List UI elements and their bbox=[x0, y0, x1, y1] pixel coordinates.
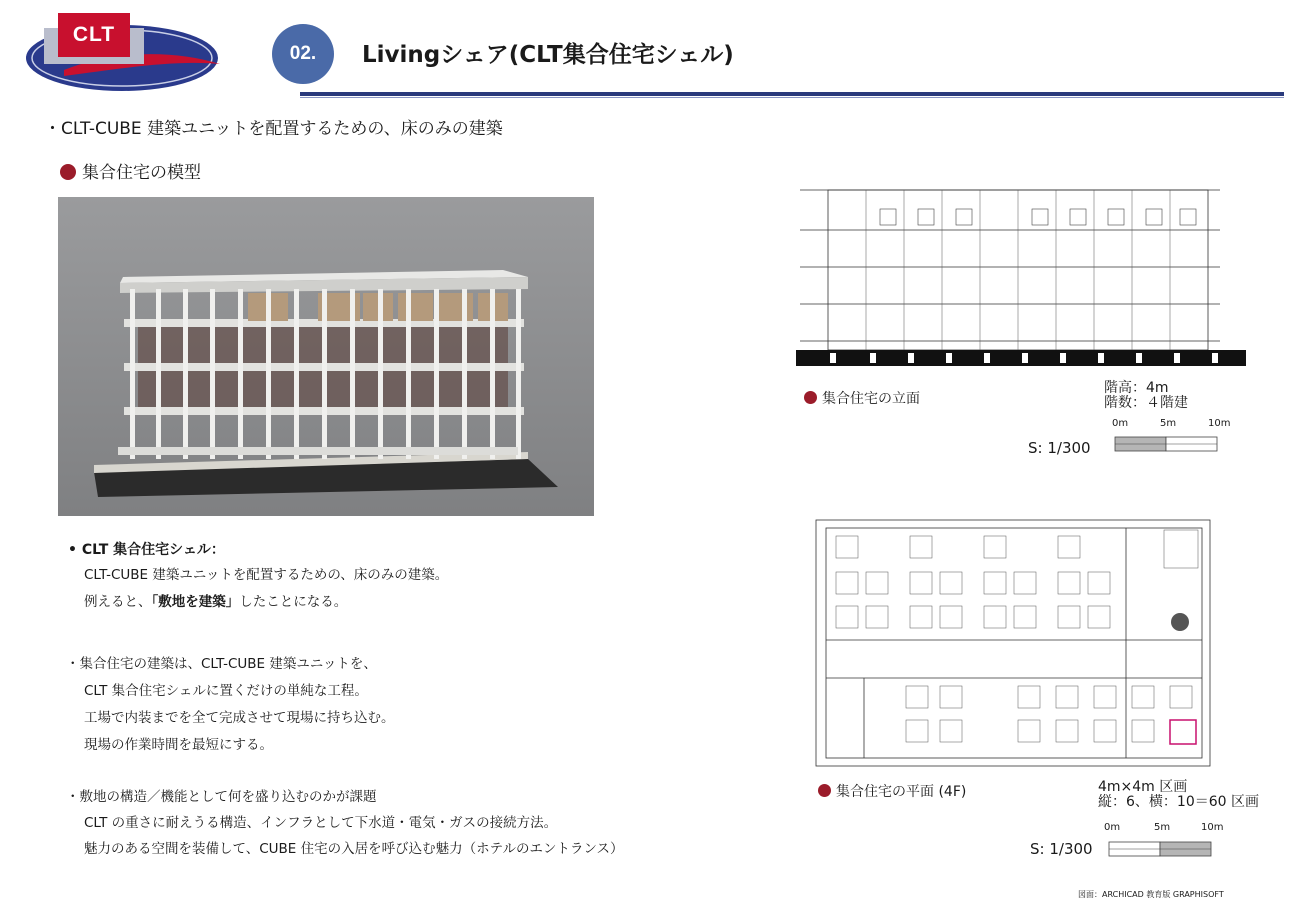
plan-bar-label-10: 10m bbox=[1201, 822, 1224, 833]
elevation-bar-label-0: 0m bbox=[1112, 418, 1129, 429]
b1-line2-post: したことになる。 bbox=[239, 594, 348, 610]
plan-scale-bar bbox=[1108, 836, 1212, 858]
model-heading bbox=[60, 158, 201, 183]
title-underline bbox=[300, 92, 1284, 96]
bullet-dot-icon bbox=[818, 784, 831, 797]
clt-logo-text: CLT bbox=[58, 13, 130, 57]
model-heading-label: 集合住宅の模型 bbox=[82, 163, 201, 183]
plan-bar-label-5: 5m bbox=[1154, 822, 1171, 833]
b3-line-2: CLT の重さに耐えうる構造、インフラとして下水道・電気・ガスの接続方法。 bbox=[84, 815, 558, 831]
b1-title: • CLT 集合住宅シェル： bbox=[68, 542, 225, 558]
b1-line2-bold: 「敷地を建築」 bbox=[151, 594, 240, 610]
b2-line-2: CLT 集合住宅シェルに置くだけの単純な工程。 bbox=[84, 683, 368, 699]
bullet-dot-icon bbox=[60, 164, 76, 180]
floor-plan-drawing bbox=[800, 506, 1260, 768]
b3-line-1: ・敷地の構造／機能として何を盛り込むのかが課題 bbox=[66, 789, 377, 805]
elevation-drawing bbox=[760, 185, 1260, 370]
elevation-scale-bar bbox=[1114, 431, 1218, 453]
plan-bar-label-0: 0m bbox=[1104, 822, 1121, 833]
plan-scale: S: 1/300 bbox=[1030, 840, 1093, 858]
building-model-photo bbox=[58, 197, 594, 516]
b3-line-3: 魅力のある空間を装備して、CUBE 住宅の入居を呼び込む魅力（ホテルのエントランス） bbox=[84, 841, 624, 857]
plan-caption-label: 集合住宅の平面 (4F) bbox=[836, 784, 967, 800]
b1-line1: CLT-CUBE 建築ユニットを配置するための、床のみの建築。 bbox=[84, 567, 449, 583]
plan-grid-note: 4m×4m 区画 bbox=[1098, 779, 1188, 795]
elevation-scale: S: 1/300 bbox=[1028, 439, 1091, 457]
plan-grid-count: 縦：6、横：10＝60 区画 bbox=[1098, 794, 1259, 810]
elevation-bar-label-10: 10m bbox=[1208, 418, 1231, 429]
drawing-credit: 図面：ARCHICAD 教育版 GRAPHISOFT bbox=[1078, 890, 1224, 899]
b2-line-4: 現場の作業時間を最短にする。 bbox=[84, 737, 273, 753]
plan-caption bbox=[818, 781, 966, 801]
elevation-caption bbox=[804, 388, 920, 408]
intro-text: ・CLT-CUBE 建築ユニットを配置するための、床のみの建築 bbox=[44, 119, 503, 139]
b1-line2-pre: 例えると、 bbox=[84, 594, 152, 610]
section-number-badge: 02. bbox=[272, 24, 334, 84]
b1-line2 bbox=[84, 589, 347, 616]
b2-line-3: 工場で内装までを全て完成させて現場に持ち込む。 bbox=[84, 710, 395, 726]
b2-line-1: ・集合住宅の建築は、CLT-CUBE 建築ユニットを、 bbox=[66, 656, 377, 672]
bullet-dot-icon bbox=[804, 391, 817, 404]
elevation-bar-label-5: 5m bbox=[1160, 418, 1177, 429]
elevation-floor-height: 階高：4m bbox=[1104, 380, 1169, 396]
elevation-caption-label: 集合住宅の立面 bbox=[822, 391, 920, 407]
title-underline-thin bbox=[300, 97, 1284, 98]
page-title: Livingシェア(CLT集合住宅シェル) bbox=[362, 42, 734, 68]
elevation-floor-count: 階数：４階建 bbox=[1104, 395, 1188, 411]
